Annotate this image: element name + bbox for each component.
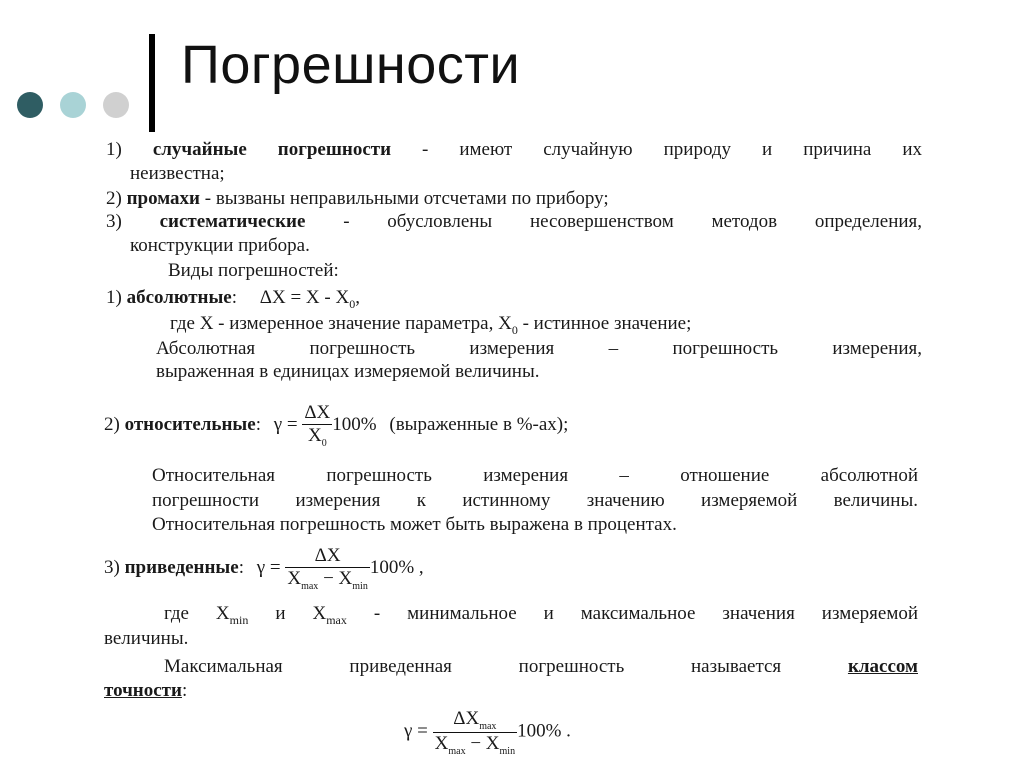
type3-cont: конструкции прибора. — [130, 235, 310, 256]
accuracy-class-term-1: классом — [847, 656, 918, 677]
decor-dot-light — [60, 92, 86, 118]
reduced-term: приведенные — [124, 556, 239, 578]
type3-term: систематические — [159, 211, 306, 232]
reduced-where: где $X_{min}$ и $X_{max}$ - минимальное и максимальное значения измеряемой — [164, 603, 919, 627]
decor-dot-dark — [17, 92, 43, 118]
absolute-where: где X - измеренное значение параметра, $X_0$ - истинное значение; — [170, 313, 692, 337]
accuracy-class-term-2: точности — [104, 680, 182, 701]
decor-dot-grey — [103, 92, 129, 118]
absolute-def-1: Абсолютная погрешность измерения – погрешность измерения, — [156, 338, 922, 359]
accuracy-class-line: Максимальная приведенная погрешность называется классом — [164, 656, 918, 677]
absolute-line: 1) абсолютные: $\Delta X = X - X_0$, — [106, 287, 360, 311]
relative-line: 2) относительные: γ = $\frac{\Delta X}{X_0}$ 100% (выраженные в %-ах); — [104, 402, 569, 449]
absolute-def-2: выраженная в единицах измеряемой величины. — [156, 361, 540, 382]
relative-def-2: погрешности измерения к истинному значению измеряемой величины. — [152, 490, 918, 511]
relative-fraction: $\frac{\Delta X}{X_0}$ — [304, 402, 331, 449]
absolute-formula: $\Delta X = X - X_0$, — [259, 287, 360, 311]
reduced-fraction: $\frac{\Delta X}{X_{max} - X_{min}}$ — [287, 545, 368, 592]
relative-def-3: Относительная погрешность может быть выражена в процентах. — [152, 514, 677, 535]
type1-term: случайные погрешности — [152, 139, 392, 160]
absolute-term: абсолютные — [126, 287, 232, 308]
final-formula: γ = $\frac{\Delta X_{max}}{X_{max} - X_{min}}$ 100% . — [404, 708, 571, 757]
type1-cont: неизвестна; — [130, 163, 225, 184]
reduced-line: 3) приведенные: γ = $\frac{\Delta X}{X_{max} - X_{min}}$ 100% , — [104, 545, 424, 592]
title-divider — [149, 34, 155, 132]
final-fraction: $\frac{\Delta X_{max}}{X_{max} - X_{min}}$ — [434, 708, 516, 757]
type2-term: промахи — [126, 188, 200, 209]
type2-line: 2) промахи - вызваны неправильными отсчетами по прибору; — [106, 188, 609, 209]
type3-line: 3) систематические - обусловлены несовершенством методов определения, — [106, 211, 923, 232]
slide-title: Погрешности — [181, 35, 521, 95]
kinds-heading: Виды погрешностей: — [168, 260, 339, 281]
type1-line: 1) случайные погрешности - имеют случайную природу и причина их — [106, 139, 923, 160]
reduced-where-cont: величины. — [104, 628, 189, 649]
accuracy-class-cont: точности: — [104, 680, 188, 701]
relative-term: относительные — [124, 413, 256, 435]
relative-def-1: Относительная погрешность измерения – отношение абсолютной — [152, 465, 918, 486]
